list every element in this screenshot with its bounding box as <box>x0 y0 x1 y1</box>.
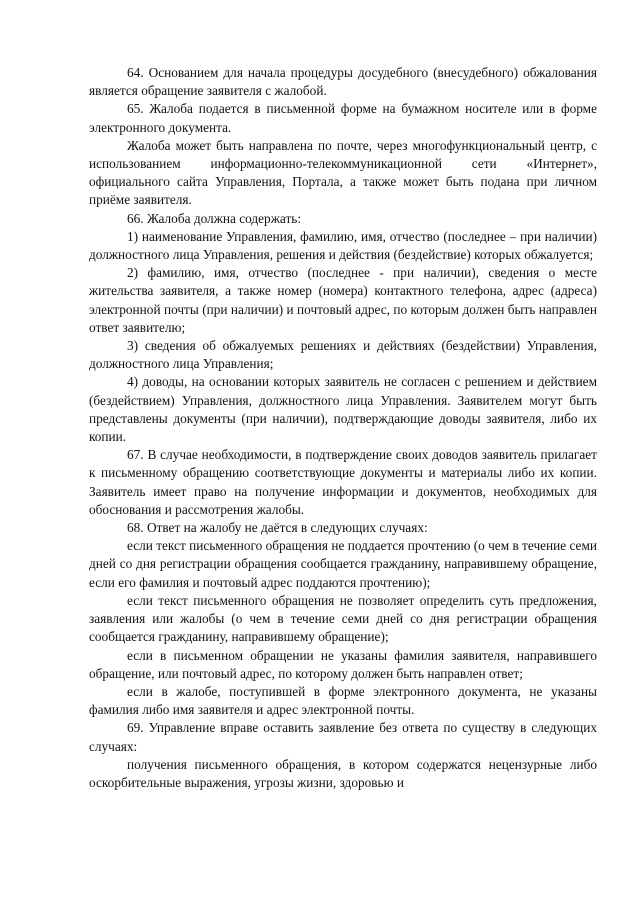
paragraph-68-case-2: если текст письменного обращения не позволяет определить суть предложения, заявления или жалобы (о чем в течение семи дней со дня регистрации обращения сообщается гражданину, направившему обращение); <box>89 592 597 645</box>
paragraph-69-case-1: получения письменного обращения, в котором содержатся нецензурные либо оскорбительные выражения, угрозы жизни, здоровью и <box>89 756 597 790</box>
paragraph-67: 67. В случае необходимости, в подтверждение своих доводов заявитель прилагает к письменному обращению соответствующие документы и материалы либо их копии. Заявитель имеет право на получение информации и документов, необходимых для обоснования и рассмотрения жалобы. <box>89 447 597 517</box>
paragraph-68-case-1: если текст письменного обращения не поддается прочтению (о чем в течение семи дней со дня регистрации обращения сообщается гражданину, направившему обращение, если его фамилия и почтовый адрес поддаются прочтению); <box>89 538 597 590</box>
paragraph-69: 69. Управление вправе оставить заявление без ответа по существу в следующих случаях: <box>89 720 597 754</box>
paragraph-65: 65. Жалоба подается в письменной форме на бумажном носителе или в форме электронного документа. <box>89 101 597 135</box>
paragraph-65-delivery: Жалоба может быть направлена по почте, через многофункциональный центр, с использованием информационно-телекоммуникационной сети «Интернет», официального сайта Управления, Портала, а также может быть подана при личном приёме заявителя. <box>89 137 597 208</box>
paragraph-68: 68. Ответ на жалобу не даётся в следующих случаях: <box>127 520 428 536</box>
document-body <box>89 64 597 792</box>
paragraph-64: 64. Основанием для начала процедуры досудебного (внесудебного) обжалования является обращение заявителя с жалобой. <box>89 65 597 99</box>
paragraph-68-case-3: если в письменном обращении не указаны фамилия заявителя, направившего обращение, или почтовый адрес, по которому должен быть направлен ответ; <box>89 647 597 681</box>
paragraph-68-case-4: если в жалобе, поступившей в форме электронного документа, не указаны фамилия либо имя заявителя и адрес электронной почты. <box>89 683 597 718</box>
paragraph-66-item-1: 1) наименование Управления, фамилию, имя, отчество (последнее – при наличии) должностного лица Управления, решения и действия (бездействие) которых обжалуется; <box>89 228 597 263</box>
paragraph-66: 66. Жалоба должна содержать: <box>127 210 302 226</box>
paragraph-66-item-2: 2) фамилию, имя, отчество (последнее - при наличии), сведения о месте жительства заявителя, а также номер (номера) контактного телефона, адрес (адреса) электронной почты (при наличии) и почтовый адрес, по которым должен быть направлен ответ заявителю; <box>89 265 597 335</box>
paragraph-66-item-3: 3) сведения об обжалуемых решениях и действиях (бездействии) Управления, должностного лица Управления; <box>89 338 597 372</box>
paragraph-66-item-4: 4) доводы, на основании которых заявитель не согласен с решением и действием (бездействием) Управления, должностного лица Управления. Заявителем могут быть представлены документы (при наличии), подтверждающие доводы заявителя, либо их копии. <box>89 374 597 445</box>
